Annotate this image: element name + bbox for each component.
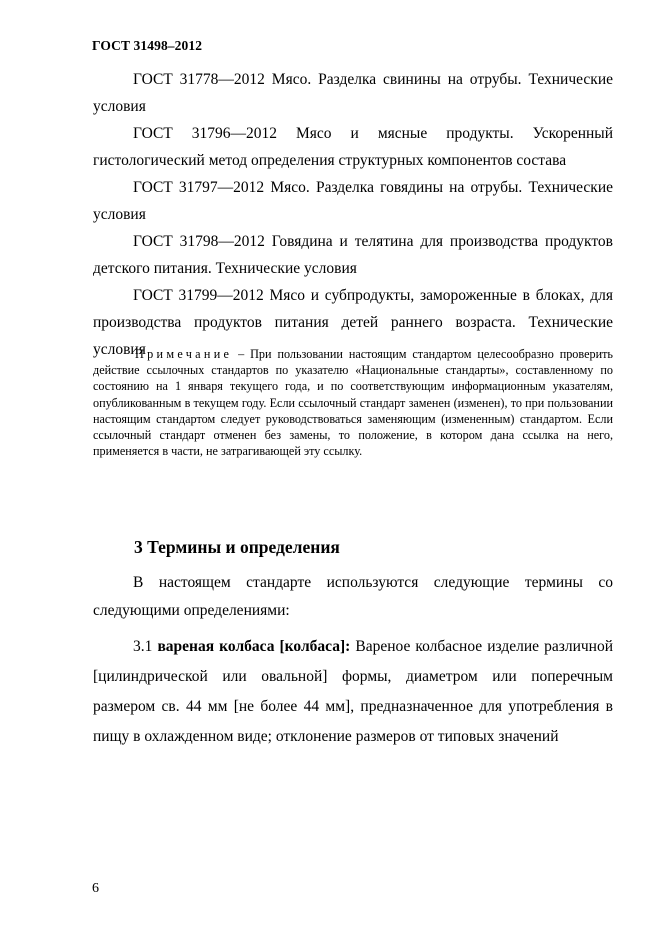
references-note <box>93 346 613 459</box>
reference-gost-31796: ГОСТ 31796—2012 Мясо и мясные продукты. Ускоренный гистологический метод определения структурных компонентов состава <box>93 125 613 169</box>
term-definition-text: Вареное колбасное изделие различной [цилиндрической или овальной] формы, диаметром или поперечным размером св. 44 мм [не более 44 мм], предназначенное для употребления в пищу в охлажденном виде; отклонение размеров от типовых значений <box>93 638 613 745</box>
term-number: 3.1 <box>133 638 158 655</box>
note-text: – При пользовании настоящим стандартом целесообразно проверить действие ссылочных стандартов по указателю «Национальные стандарты», составленному по состоянию на 1 января текущего года, и по соответствующим информационным указателям, опубликованным в текущем году. Если ссылочный стандарт заменен (изменен), то при пользовании настоящим стандартом следует руководствоваться заменяющим (измененным) стандартом. Если ссылочный стандарт отменен без замены, то положение, в котором дана ссылка на него, применяется в части, не затрагивающей эту ссылку. <box>93 347 613 459</box>
reference-gost-31798: ГОСТ 31798—2012 Говядина и телятина для производства продуктов детского питания. Технические условия <box>93 233 613 277</box>
reference-gost-31797: ГОСТ 31797—2012 Мясо. Разделка говядины на отрубы. Технические условия <box>93 179 613 223</box>
term-definition <box>93 632 613 752</box>
section-title: 3 Термины и определения <box>134 537 340 557</box>
term-separator: : <box>345 638 356 655</box>
normative-references-list <box>93 66 613 363</box>
term-name: вареная колбаса [колбаса] <box>157 638 346 655</box>
page-number: 6 <box>92 881 99 896</box>
document-header: ГОСТ 31498–2012 <box>92 38 203 53</box>
reference-gost-31799: ГОСТ 31799—2012 Мясо и субпродукты, замороженные в блоках, для производства продуктов питания детей раннего возраста. Технические условия <box>93 287 613 358</box>
reference-gost-31778: ГОСТ 31778—2012 Мясо. Разделка свинины на отрубы. Технические условия <box>93 71 613 115</box>
note-label: Примечание <box>135 347 233 361</box>
section-intro: В настоящем стандарте используются следующие термины со следующими определениями: <box>93 574 613 619</box>
section-body <box>93 569 613 752</box>
